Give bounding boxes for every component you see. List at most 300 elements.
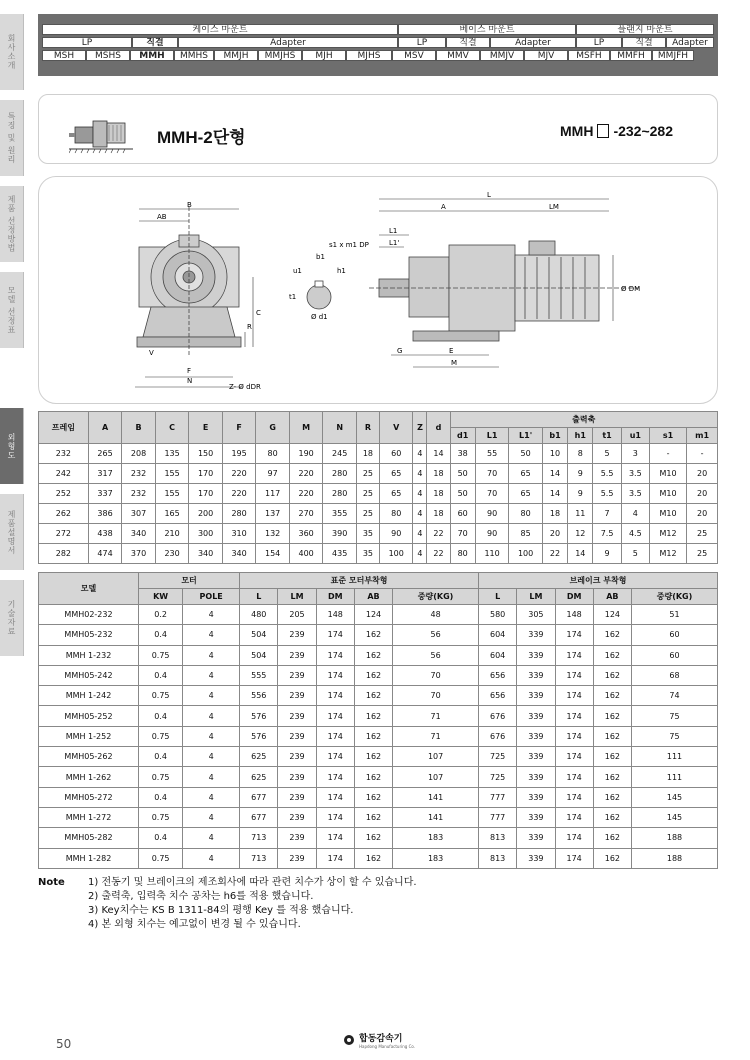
model-code-box bbox=[597, 124, 609, 138]
table-cell: 0.75 bbox=[139, 686, 183, 706]
table-cell: MMH05-232 bbox=[39, 625, 139, 645]
table-cell: 474 bbox=[88, 544, 122, 564]
table-cell: 80 bbox=[450, 544, 475, 564]
nav-model-9[interactable]: MMV bbox=[436, 50, 480, 61]
std-col-0: L bbox=[240, 589, 278, 605]
table-cell: 60 bbox=[379, 444, 413, 464]
nav-sub-2[interactable]: Adapter bbox=[178, 37, 398, 48]
table-cell: 339 bbox=[517, 625, 555, 645]
table-cell: 20 bbox=[687, 504, 718, 524]
table-row bbox=[39, 848, 718, 868]
table-cell: 55 bbox=[475, 444, 509, 464]
table-cell: 174 bbox=[555, 767, 593, 787]
table-cell: 777 bbox=[479, 807, 517, 827]
table-cell: 0.2 bbox=[139, 605, 183, 625]
table-cell: 174 bbox=[316, 767, 354, 787]
table-cell: 162 bbox=[354, 747, 392, 767]
shaft-col-3: b1 bbox=[542, 428, 567, 444]
motor-col-1: POLE bbox=[183, 589, 240, 605]
table-cell: 162 bbox=[593, 747, 631, 767]
gearmotor-thumbnail-icon bbox=[69, 111, 135, 155]
nav-sub-3[interactable]: LP bbox=[398, 37, 446, 48]
table-cell: 9 bbox=[568, 464, 593, 484]
table-cell: 195 bbox=[222, 444, 256, 464]
table-cell: 188 bbox=[632, 828, 718, 848]
table-cell: 438 bbox=[88, 524, 122, 544]
table-cell: 4 bbox=[413, 444, 427, 464]
table-cell: 50 bbox=[450, 484, 475, 504]
table-cell: 4.5 bbox=[621, 524, 649, 544]
dim-header-8: N bbox=[323, 412, 357, 444]
table-cell: 239 bbox=[278, 828, 316, 848]
nav-model-5[interactable]: MMJHS bbox=[258, 50, 302, 61]
nav-sub-4[interactable]: 직결 bbox=[446, 37, 490, 48]
table-cell: 100 bbox=[379, 544, 413, 564]
table-cell: 70 bbox=[475, 464, 509, 484]
table-cell: 85 bbox=[509, 524, 543, 544]
nav-model-2[interactable]: MMH bbox=[130, 50, 174, 61]
nav-model-13[interactable]: MMFH bbox=[610, 50, 652, 61]
table-row bbox=[39, 828, 718, 848]
table-cell: 70 bbox=[393, 686, 479, 706]
page-number: 50 bbox=[56, 1037, 72, 1051]
table-cell: 162 bbox=[593, 645, 631, 665]
dim-header-3: C bbox=[155, 412, 189, 444]
table-cell: 162 bbox=[593, 787, 631, 807]
table-cell: 604 bbox=[479, 645, 517, 665]
table-cell: 220 bbox=[222, 464, 256, 484]
dim-label-a: A bbox=[441, 203, 446, 211]
table-cell: 174 bbox=[316, 625, 354, 645]
table-cell: 51 bbox=[632, 605, 718, 625]
table-cell: 339 bbox=[517, 706, 555, 726]
table-cell: 200 bbox=[189, 504, 223, 524]
table-row bbox=[39, 767, 718, 787]
nav-sub-5[interactable]: Adapter bbox=[490, 37, 576, 48]
table-cell: 14 bbox=[542, 484, 567, 504]
table-cell: 220 bbox=[222, 484, 256, 504]
table-cell: 183 bbox=[393, 828, 479, 848]
table-row bbox=[39, 807, 718, 827]
side-tab-label: 기술자료 bbox=[7, 600, 16, 636]
table-cell: 170 bbox=[189, 484, 223, 504]
table-cell: 239 bbox=[278, 706, 316, 726]
table-cell: 280 bbox=[222, 504, 256, 524]
dim-label-r: R bbox=[247, 323, 252, 331]
std-col-4: 중량(KG) bbox=[393, 589, 479, 605]
dim-label-l1: L1 bbox=[389, 227, 398, 235]
table-cell: 74 bbox=[632, 686, 718, 706]
table-cell: 7.5 bbox=[593, 524, 621, 544]
table-cell: 339 bbox=[517, 807, 555, 827]
table-cell: 155 bbox=[155, 464, 189, 484]
table-cell: 4 bbox=[183, 726, 240, 746]
table-cell: 14 bbox=[542, 464, 567, 484]
table-cell: 400 bbox=[289, 544, 323, 564]
table-cell: 360 bbox=[289, 524, 323, 544]
table-cell: 190 bbox=[289, 444, 323, 464]
dim-label-ab: AB bbox=[157, 213, 167, 221]
dim-label-f: F bbox=[187, 367, 192, 375]
nav-model-11[interactable]: MJV bbox=[524, 50, 568, 61]
table-cell: 162 bbox=[593, 686, 631, 706]
table-cell: 4 bbox=[413, 464, 427, 484]
table-cell: 504 bbox=[240, 625, 278, 645]
nav-sub-0[interactable]: LP bbox=[42, 37, 132, 48]
table-cell: 317 bbox=[88, 464, 122, 484]
nav-sub-7[interactable]: 직결 bbox=[622, 37, 666, 48]
table-cell: 174 bbox=[316, 706, 354, 726]
table-cell: 20 bbox=[687, 464, 718, 484]
table-row bbox=[39, 524, 718, 544]
company-name-en: Hapdong Manufacturing Co. bbox=[359, 1044, 416, 1049]
table-cell: 80 bbox=[256, 444, 290, 464]
dim-label-z: Z- Ø dDR bbox=[229, 383, 261, 391]
table-cell: 4 bbox=[183, 625, 240, 645]
table-cell: 813 bbox=[479, 848, 517, 868]
table-cell: 245 bbox=[323, 444, 357, 464]
table-cell: 0.4 bbox=[139, 828, 183, 848]
table-cell: 625 bbox=[240, 747, 278, 767]
table-cell: MMH05-252 bbox=[39, 706, 139, 726]
table-cell: 124 bbox=[593, 605, 631, 625]
side-tab-1[interactable] bbox=[0, 100, 24, 176]
table-cell: 174 bbox=[316, 665, 354, 685]
table-cell: 174 bbox=[555, 787, 593, 807]
table-cell: 8 bbox=[568, 444, 593, 464]
table-cell: 162 bbox=[354, 787, 392, 807]
table-cell: 162 bbox=[354, 645, 392, 665]
nav-sub-8[interactable]: Adapter bbox=[666, 37, 714, 48]
table-cell: 0.4 bbox=[139, 706, 183, 726]
table-cell: 174 bbox=[316, 645, 354, 665]
nav-sub-1[interactable]: 직결 bbox=[132, 37, 178, 48]
table-cell: 239 bbox=[278, 807, 316, 827]
table-cell: 4 bbox=[183, 767, 240, 787]
note-item: 1) 전동기 및 브레이크의 제조회사에 따라 관련 치수가 상이 할 수 있습니다. bbox=[88, 877, 417, 888]
nav-model-7[interactable]: MJHS bbox=[346, 50, 392, 61]
motor-header: 모터 bbox=[139, 573, 240, 589]
table-cell: 48 bbox=[393, 605, 479, 625]
shaft-col-7: s1 bbox=[649, 428, 686, 444]
table-cell: 270 bbox=[289, 504, 323, 524]
std-col-3: AB bbox=[354, 589, 392, 605]
table-cell: 555 bbox=[240, 665, 278, 685]
table-cell: 148 bbox=[316, 605, 354, 625]
table-cell: 3.5 bbox=[621, 484, 649, 504]
table-cell: 0.75 bbox=[139, 726, 183, 746]
table-cell: 174 bbox=[316, 828, 354, 848]
side-tab-label: 제품 선정방법 bbox=[7, 195, 16, 253]
side-tab-2[interactable] bbox=[0, 186, 24, 262]
note-item: 4) 본 외형 치수는 예고없이 변경 될 수 있습니다. bbox=[88, 919, 301, 930]
shaft-col-8: m1 bbox=[687, 428, 718, 444]
table-cell: 12 bbox=[568, 524, 593, 544]
table-cell: 14 bbox=[427, 444, 450, 464]
table-cell: MMH05-242 bbox=[39, 665, 139, 685]
table-cell: 239 bbox=[278, 767, 316, 787]
dim-label-e: E bbox=[449, 347, 454, 355]
table-cell: 239 bbox=[278, 726, 316, 746]
table-cell: 625 bbox=[240, 767, 278, 787]
table-cell: 174 bbox=[555, 747, 593, 767]
table-cell: 162 bbox=[593, 848, 631, 868]
side-tab-label: 제품설명서 bbox=[7, 509, 16, 555]
table-cell: 25 bbox=[687, 544, 718, 564]
dim-label-l1-prime: L1' bbox=[389, 239, 400, 247]
table-cell: 210 bbox=[155, 524, 189, 544]
table-cell: 60 bbox=[450, 504, 475, 524]
table-cell: 280 bbox=[323, 464, 357, 484]
table-cell: 0.4 bbox=[139, 747, 183, 767]
table-cell: 174 bbox=[316, 848, 354, 868]
side-tab-0[interactable] bbox=[0, 14, 24, 90]
table-row bbox=[39, 706, 718, 726]
table-cell: 162 bbox=[593, 828, 631, 848]
table-cell: 4 bbox=[621, 504, 649, 524]
dim-header-1: A bbox=[88, 412, 122, 444]
table-cell: 340 bbox=[222, 544, 256, 564]
table-cell: 162 bbox=[593, 665, 631, 685]
table-cell: 162 bbox=[354, 665, 392, 685]
nav-model-0[interactable]: MSH bbox=[42, 50, 86, 61]
dim-header-11: Z bbox=[413, 412, 427, 444]
table-cell: 4 bbox=[183, 747, 240, 767]
table-cell: 90 bbox=[475, 524, 509, 544]
table-cell: 4 bbox=[183, 828, 240, 848]
table-cell: 174 bbox=[555, 726, 593, 746]
dim-label-u1: u1 bbox=[293, 267, 302, 275]
table-cell: 132 bbox=[256, 524, 290, 544]
table-cell: 713 bbox=[240, 848, 278, 868]
brake-col-1: LM bbox=[517, 589, 555, 605]
technical-drawing bbox=[39, 177, 719, 405]
table-cell: 70 bbox=[475, 484, 509, 504]
nav-group-2[interactable]: 플랜지 마운트 bbox=[576, 24, 714, 35]
table-cell: 80 bbox=[379, 504, 413, 524]
table-cell: 35 bbox=[356, 544, 379, 564]
table-cell: 22 bbox=[427, 524, 450, 544]
table-cell: 435 bbox=[323, 544, 357, 564]
table-cell: 71 bbox=[393, 706, 479, 726]
shaft-col-5: t1 bbox=[593, 428, 621, 444]
table-cell: 355 bbox=[323, 504, 357, 524]
footer-logo bbox=[343, 1031, 415, 1049]
nav-model-8[interactable]: MSV bbox=[392, 50, 436, 61]
table-cell: 339 bbox=[517, 665, 555, 685]
table-row bbox=[39, 686, 718, 706]
table-cell: MMH 1-262 bbox=[39, 767, 139, 787]
table-cell: 4 bbox=[183, 686, 240, 706]
table-cell: 90 bbox=[379, 524, 413, 544]
nav-model-10[interactable]: MMJV bbox=[480, 50, 524, 61]
table-cell: 677 bbox=[240, 787, 278, 807]
nav-model-14[interactable]: MMJFH bbox=[652, 50, 694, 61]
table-cell: 0.75 bbox=[139, 848, 183, 868]
table-cell: 390 bbox=[323, 524, 357, 544]
shaft-col-1: L1 bbox=[475, 428, 509, 444]
table-cell: 111 bbox=[632, 767, 718, 787]
note-label: Note bbox=[38, 877, 65, 888]
model-navigation bbox=[38, 14, 718, 76]
table-cell: 188 bbox=[632, 848, 718, 868]
table-cell: 337 bbox=[88, 484, 122, 504]
table-cell: 252 bbox=[39, 484, 89, 504]
table-cell: 18 bbox=[542, 504, 567, 524]
nav-group-0[interactable]: 케이스 마운트 bbox=[42, 24, 398, 35]
table-cell: 162 bbox=[593, 625, 631, 645]
table-cell: 386 bbox=[88, 504, 122, 524]
dim-label-n: N bbox=[187, 377, 193, 385]
table-cell: 50 bbox=[509, 444, 543, 464]
table-cell: 4 bbox=[413, 484, 427, 504]
dim-header-9: R bbox=[356, 412, 379, 444]
table-cell: 232 bbox=[122, 484, 156, 504]
table-cell: M10 bbox=[649, 504, 686, 524]
table-cell: 75 bbox=[632, 726, 718, 746]
model-code-suffix: -232~282 bbox=[613, 123, 673, 139]
nav-model-4[interactable]: MMJH bbox=[214, 50, 258, 61]
table-cell: 230 bbox=[155, 544, 189, 564]
table-cell: 18 bbox=[427, 504, 450, 524]
table-cell: 339 bbox=[517, 848, 555, 868]
table-cell: M10 bbox=[649, 484, 686, 504]
std-motor-header: 표준 모터부착형 bbox=[240, 573, 479, 589]
table-row bbox=[39, 625, 718, 645]
table-cell: M10 bbox=[649, 464, 686, 484]
table-cell: 300 bbox=[189, 524, 223, 544]
table-cell: MMH05-282 bbox=[39, 828, 139, 848]
table-cell: 137 bbox=[256, 504, 290, 524]
dim-label-m: M bbox=[451, 359, 458, 367]
table-cell: 150 bbox=[189, 444, 223, 464]
shaft-col-6: u1 bbox=[621, 428, 649, 444]
table-cell: MMH05-272 bbox=[39, 787, 139, 807]
side-tab-4[interactable] bbox=[0, 408, 24, 484]
dim-label-b: B bbox=[187, 201, 192, 209]
table-cell: 307 bbox=[122, 504, 156, 524]
table-cell: 65 bbox=[379, 484, 413, 504]
table-cell: 4 bbox=[183, 787, 240, 807]
table-row bbox=[39, 787, 718, 807]
nav-sub-6[interactable]: LP bbox=[576, 37, 622, 48]
table-cell: 162 bbox=[354, 706, 392, 726]
table-cell: 5 bbox=[593, 444, 621, 464]
table-cell: 97 bbox=[256, 464, 290, 484]
table-cell: 14 bbox=[568, 544, 593, 564]
table-cell: 145 bbox=[632, 787, 718, 807]
table-cell: 25 bbox=[356, 484, 379, 504]
nav-model-3[interactable]: MMHS bbox=[174, 50, 214, 61]
side-tab-label: 회사소개 bbox=[7, 34, 16, 70]
table-cell: 725 bbox=[479, 747, 517, 767]
table-cell: 174 bbox=[555, 686, 593, 706]
table-cell: 339 bbox=[517, 747, 555, 767]
table-cell: 111 bbox=[632, 747, 718, 767]
table-cell: 162 bbox=[354, 828, 392, 848]
table-cell: 18 bbox=[427, 484, 450, 504]
table-cell: 124 bbox=[354, 605, 392, 625]
table-cell: 162 bbox=[593, 726, 631, 746]
shaft-col-0: d1 bbox=[450, 428, 475, 444]
table-cell: 174 bbox=[316, 686, 354, 706]
side-tab-6[interactable] bbox=[0, 580, 24, 656]
table-cell: 656 bbox=[479, 665, 517, 685]
dim-label-lm: LM bbox=[549, 203, 559, 211]
dim-header-4: E bbox=[189, 412, 223, 444]
table-cell: 0.4 bbox=[139, 787, 183, 807]
table-cell: 272 bbox=[39, 524, 89, 544]
model-code bbox=[560, 123, 673, 139]
table-row bbox=[39, 747, 718, 767]
table-cell: 4 bbox=[413, 504, 427, 524]
table-cell: 4 bbox=[183, 605, 240, 625]
table-cell: 239 bbox=[278, 665, 316, 685]
table-cell: 162 bbox=[354, 686, 392, 706]
brake-col-2: DM bbox=[555, 589, 593, 605]
table-cell: 56 bbox=[393, 645, 479, 665]
table-cell: 110 bbox=[475, 544, 509, 564]
side-tab-5[interactable] bbox=[0, 494, 24, 570]
table-cell: 556 bbox=[240, 686, 278, 706]
shaft-col-2: L1' bbox=[509, 428, 543, 444]
table-cell: 3 bbox=[621, 444, 649, 464]
table-cell: 4 bbox=[183, 706, 240, 726]
table-cell: 56 bbox=[393, 625, 479, 645]
table-cell: 232 bbox=[122, 464, 156, 484]
nav-group-1[interactable]: 베이스 마운트 bbox=[398, 24, 576, 35]
dim-header-10: V bbox=[379, 412, 413, 444]
dim-label-s1m1: s1 x m1 DP bbox=[329, 241, 369, 249]
table-cell: 35 bbox=[356, 524, 379, 544]
dim-label-h1: h1 bbox=[337, 267, 346, 275]
table-cell: 4 bbox=[183, 807, 240, 827]
nav-model-6[interactable]: MJH bbox=[302, 50, 346, 61]
table-cell: 22 bbox=[427, 544, 450, 564]
table-cell: 340 bbox=[189, 544, 223, 564]
nav-model-12[interactable]: MSFH bbox=[568, 50, 610, 61]
table-cell: 174 bbox=[316, 787, 354, 807]
brake-col-0: L bbox=[479, 589, 517, 605]
table-cell: 5.5 bbox=[593, 464, 621, 484]
table-cell: 370 bbox=[122, 544, 156, 564]
dim-header-6: G bbox=[256, 412, 290, 444]
table-cell: 676 bbox=[479, 726, 517, 746]
table-cell: 174 bbox=[555, 625, 593, 645]
table-cell: 162 bbox=[354, 848, 392, 868]
table-cell: 677 bbox=[240, 807, 278, 827]
company-name: 합동감속기 bbox=[359, 1034, 403, 1044]
table-cell: 265 bbox=[88, 444, 122, 464]
brake-col-3: AB bbox=[593, 589, 631, 605]
table-cell: 162 bbox=[354, 807, 392, 827]
dim-label-b1: b1 bbox=[316, 253, 325, 261]
table-cell: - bbox=[687, 444, 718, 464]
table-cell: 174 bbox=[555, 645, 593, 665]
side-tab-3[interactable] bbox=[0, 272, 24, 348]
table-cell: 656 bbox=[479, 686, 517, 706]
table-cell: 0.4 bbox=[139, 625, 183, 645]
table-row bbox=[39, 444, 718, 464]
table-cell: 65 bbox=[509, 464, 543, 484]
table-cell: 713 bbox=[240, 828, 278, 848]
table-cell: 9 bbox=[593, 544, 621, 564]
dim-label-d1: Ø d1 bbox=[311, 313, 328, 321]
nav-model-1[interactable]: MSHS bbox=[86, 50, 130, 61]
table-cell: 0.75 bbox=[139, 645, 183, 665]
table-cell: 165 bbox=[155, 504, 189, 524]
table-cell: 0.75 bbox=[139, 807, 183, 827]
